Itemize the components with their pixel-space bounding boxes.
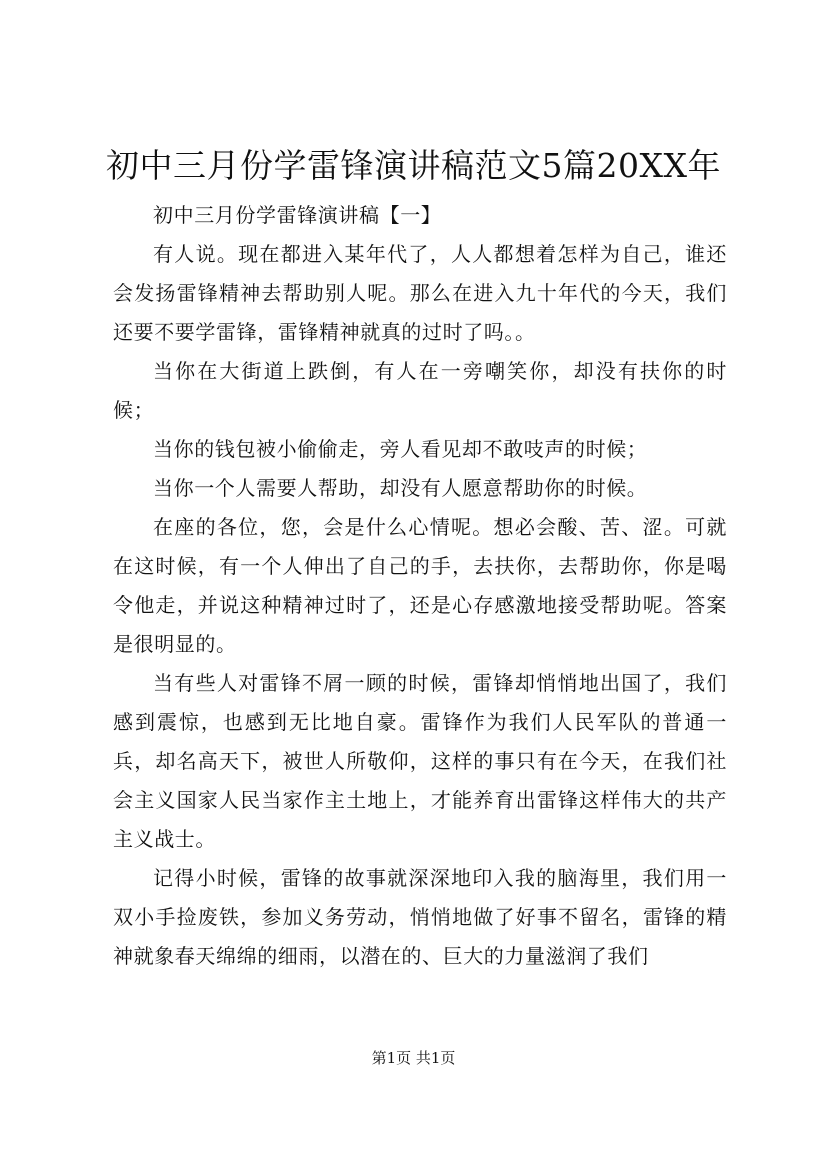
paragraph: 记得小时候，雷锋的故事就深深地印入我的脑海里，我们用一双小手捡废铁，参加义务劳动，悄悄地做了好事不留名，雷锋的精神就象春天绵绵的细雨，以潜在的、巨大的力量滋润了我们 — [113, 866, 727, 968]
document-body — [113, 196, 727, 976]
paragraph: 在座的各位，您，会是什么心情呢。想必会酸、苦、涩。可就在这时候，有一个人伸出了自己的手，去扶你，去帮助你，你是喝令他走，并说这种精神过时了，还是心存感激地接受帮助呢。答案是很明显的。 — [113, 515, 727, 656]
paragraph: 有人说。现在都进入某年代了，人人都想着怎样为自己，谁还会发扬雷锋精神去帮助别人呢。那么在进入九十年代的今天，我们还要不要学雷锋，雷锋精神就真的过时了吗。。 — [113, 242, 727, 344]
page-number-footer: 第1页 共1页 — [371, 1049, 456, 1067]
paragraph: 当你在大街道上跌倒，有人在一旁嘲笑你，却没有扶你的时候； — [113, 359, 727, 422]
paragraph: 当你一个人需要人帮助，却没有人愿意帮助你的时候。 — [153, 476, 648, 500]
document-title: 初中三月份学雷锋演讲稿范文5篇20XX年 — [106, 146, 721, 185]
section-heading: 初中三月份学雷锋演讲稿【一】 — [153, 203, 442, 227]
paragraph: 当有些人对雷锋不屑一顾的时候，雷锋却悄悄地出国了，我们感到震惊，也感到无比地自豪。雷锋作为我们人民军队的普通一兵，却名高天下，被世人所敬仰，这样的事只有在今天，在我们社会主义国家人民当家作主土地上，才能养育出雷锋这样伟大的共产主义战士。 — [113, 671, 727, 851]
paragraph: 当你的钱包被小偷偷走，旁人看见却不敢吱声的时候； — [153, 437, 648, 461]
